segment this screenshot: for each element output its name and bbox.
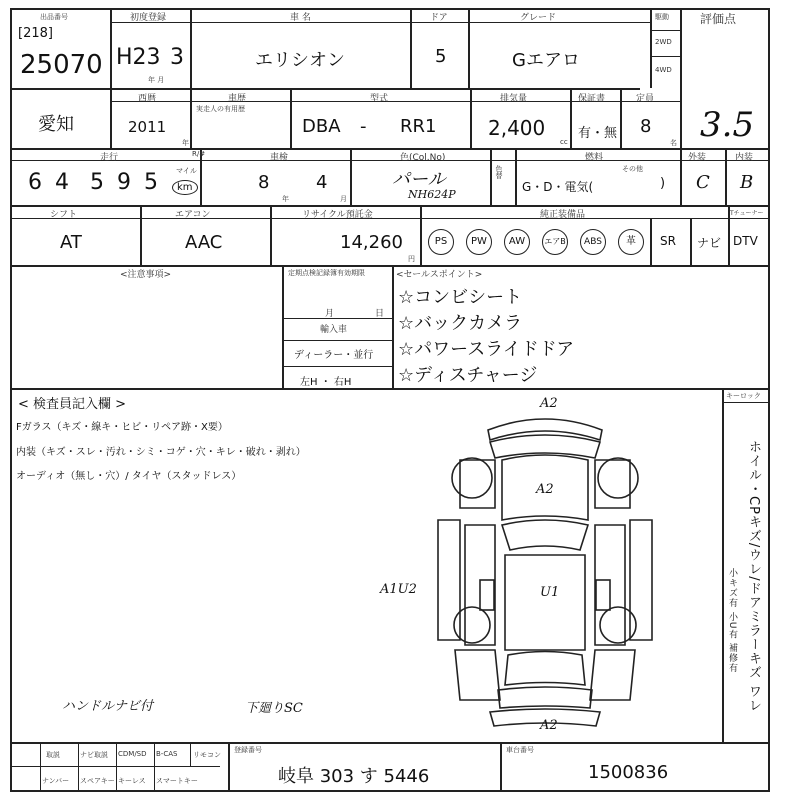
divider [282,366,392,367]
lot-label: 出品番号 [40,13,68,21]
divider [725,148,727,205]
mileage-digit: 9 [117,170,131,195]
divider [490,148,492,205]
import-value: ディーラー・並行 [294,350,374,361]
model-prefix: DBA [302,116,341,137]
exterior-label: 外装 [688,153,707,163]
shaken-unit-year: 年 [282,195,289,203]
side-left [438,520,460,640]
region: 愛知 [38,114,74,135]
interior: B [740,172,754,193]
capacity-label: 定員 [636,94,655,104]
wheel-front-right [598,458,638,498]
equip-leather: 革 [618,229,644,255]
frame-right [768,8,770,792]
divider [680,8,682,148]
divider [722,402,770,403]
mark-front-bumper: A2 [540,396,558,411]
inspector-audio: オーディオ（無し・穴）/ タイヤ（スタッドレス） [16,471,242,482]
side-right [630,520,652,640]
chassis-label: 車台番号 [506,746,534,754]
sales-point: ☆コンビシート [398,287,523,308]
mileage-digit: 6 [28,170,42,195]
wheel-front-left [452,458,492,498]
doors: 5 [435,46,447,67]
aircon-label: エアコン [175,210,211,220]
history-label: 車歴 [228,94,247,104]
displacement-label: 排気量 [500,94,528,104]
equip-pw: PW [466,229,492,255]
hand-note-1: ハンドルナビ付 [62,699,154,714]
quarter-right [590,650,635,700]
equip-ps: PS [428,229,454,255]
fuel-label: 燃料 [585,153,604,163]
shift-label: シフト [50,210,78,220]
divider [620,88,622,148]
drive-label: 駆動 [655,13,669,21]
divider [470,88,472,148]
first-reg-era: H23 [116,45,161,70]
model-label: 型式 [370,94,389,104]
shaken-unit-month: 月 [340,195,347,203]
first-reg-month: 3 [170,45,184,70]
divider [350,148,352,205]
aircon: AAC [185,232,223,253]
divider [190,88,192,148]
quarter-left [455,650,500,700]
divider [515,148,517,205]
warranty-label: 保証書 [578,94,606,104]
equip-dtv: DTV [733,234,758,248]
divider [500,742,502,790]
mirror-left [480,580,494,610]
equip-abs: ABS [580,229,606,255]
mark-roof: U1 [540,585,560,600]
frame-left [10,8,12,792]
inspection-label: 定期点検記録簿有効期限 [288,269,365,277]
equip-sr: SR [660,234,676,248]
drive-2wd: 2WD [655,38,672,46]
divider [10,766,220,767]
frame-bottom [10,790,770,792]
rear-window [505,652,585,686]
history-sub: 実走人の有用歴 [196,105,245,113]
divider [110,88,112,148]
sales-label: <セールスポイント> [396,270,483,280]
divider [282,265,284,388]
mark-rear: A2 [540,718,558,733]
divider [650,56,680,57]
recycle-unit: 円 [408,255,415,263]
model-code: RR1 [400,116,437,137]
fuel-other-label: その他 [622,165,643,173]
divider [10,160,770,161]
grade-label: グレード [520,13,557,23]
import-label: 輸入車 [320,325,348,335]
capacity-unit: 名 [670,139,677,147]
mileage-unit-km: km [172,180,198,195]
footer-item-smartkey: スマートキー [156,777,198,785]
lot-bracket: [218] [18,26,53,41]
fuel-value: G・D・電気( [522,180,594,194]
divider [722,388,724,742]
recycle-label: リサイクル預託金 [302,210,373,220]
divider [282,340,392,341]
divider [154,742,155,790]
hand-note-2: 下廻りSC [245,701,303,716]
divider [10,148,770,150]
mileage-digit: 5 [144,170,158,195]
footer-item-navi-manual: ナビ取説 [80,751,108,759]
shaken-month: 4 [316,172,328,193]
equip-aw: AW [504,229,530,255]
front-bumper-shape [488,419,602,440]
car-name-label: 車 名 [290,13,311,23]
tailgate [498,687,592,708]
divider [650,8,652,88]
divider [650,30,680,31]
year: 2011 [128,118,167,136]
roof [505,555,585,650]
displacement: 2,400 [488,116,546,140]
mark-left: A1U2 [380,582,417,597]
windshield [502,520,588,550]
model-dash: - [360,116,367,137]
mileage-unit-mile: マイル [176,167,197,175]
interior-label: 内装 [735,153,754,163]
divider [420,205,422,265]
equip-airbag: エアB [542,229,568,255]
first-reg-label: 初度登録 [130,13,167,23]
divider [140,205,142,265]
divider [690,218,692,265]
footer-item-manual: 取説 [46,751,60,759]
divider [650,218,652,265]
color-code: NH624P [408,188,456,201]
keylock-label: キーロック [726,392,761,400]
inspector-title: < 検査員記入欄 > [18,397,127,412]
repair-label: R/# [192,150,206,158]
shift: AT [60,232,82,253]
exterior: C [696,172,710,193]
inspection-month: 月 [325,309,335,319]
color-change-label: 色替 [495,165,503,179]
mirror-right [596,580,610,610]
car-name: エリシオン [255,50,345,71]
doors-label: ドア [430,13,448,23]
reg-number: 岐阜 303 す 5446 [278,766,430,787]
lot-number: 25070 [20,50,103,80]
mileage-digit: 5 [90,170,104,195]
reg-label: 登録番号 [234,746,262,754]
first-reg-unit: 年 月 [148,76,165,84]
score-label: 評価点 [700,12,737,26]
year-label: 西暦 [138,94,157,104]
divider [190,742,191,766]
divider [270,205,272,265]
divider [190,8,192,88]
divider [410,8,412,88]
footer-item-remote: リモコン [193,751,221,759]
handle-value: 左H ・ 右H [300,377,352,388]
fuel-close: ) [660,176,666,191]
frame-top [10,8,770,10]
recycle: 14,260 [340,232,403,253]
chassis-number: 1500836 [588,762,669,783]
grade: Gエアロ [512,50,580,71]
year-unit: 年 [182,139,189,147]
footer-item-bcas: B-CAS [156,750,178,758]
divider [10,742,770,744]
footer-item-cdm: CDM/SD [118,750,147,758]
divider [110,8,112,88]
divider [392,265,394,388]
mileage-digit: 4 [55,170,69,195]
divider [110,22,650,23]
shaken-year: 8 [258,172,270,193]
divider [680,148,682,205]
divider [78,742,79,790]
inspection-day: 日 [375,309,385,319]
color: パール [392,169,446,190]
inspector-glass: Fガラス（キズ・線キ・ヒビ・リペア跡・X要） [16,422,228,433]
color-label: 色(Col.No) [400,153,446,163]
footer-item-spare-key: スペアキー [80,777,115,785]
drive-4wd: 4WD [655,66,672,74]
sales-point: ☆パワースライドドア [398,339,575,360]
mileage-digits [28,170,164,195]
side-small: 小キズ有 小U有 補修有 [727,568,737,674]
divider [10,88,640,90]
shaken-label: 車検 [270,153,289,163]
divider [10,388,770,390]
warranty-value: 有・無 [578,126,618,141]
mark-hood: A2 [536,482,554,497]
side-notes: ホイル・CPキズ/ウレ/ドアミラーキズ ワレ [746,440,761,713]
divider [10,218,770,219]
divider [228,742,230,790]
sales-point: ☆ディスチャージ [398,365,538,386]
footer-item-keyless: キーレス [118,777,146,785]
caution-label: <注意事項> [120,270,172,280]
footer-item-number: ナンバー [42,777,70,785]
sales-point: ☆バックカメラ [398,313,523,334]
divider [40,742,41,790]
displacement-unit: cc [560,138,568,146]
divider [116,742,117,790]
car-diagram [420,400,670,740]
divider [468,8,470,88]
divider [570,88,572,148]
inspector-interior: 内装（キズ・スレ・汚れ・シミ・コゲ・穴・キレ・破れ・剥れ） [16,447,306,458]
score: 3.5 [700,105,755,145]
divider [10,205,770,207]
capacity: 8 [640,116,652,137]
equip-navi: ナビ [697,236,722,250]
mileage-label: 走行 [100,153,119,163]
equipment-label: 純正装備品 [540,210,586,220]
tuner-label: Tチューナー [730,210,764,217]
divider [290,88,292,148]
